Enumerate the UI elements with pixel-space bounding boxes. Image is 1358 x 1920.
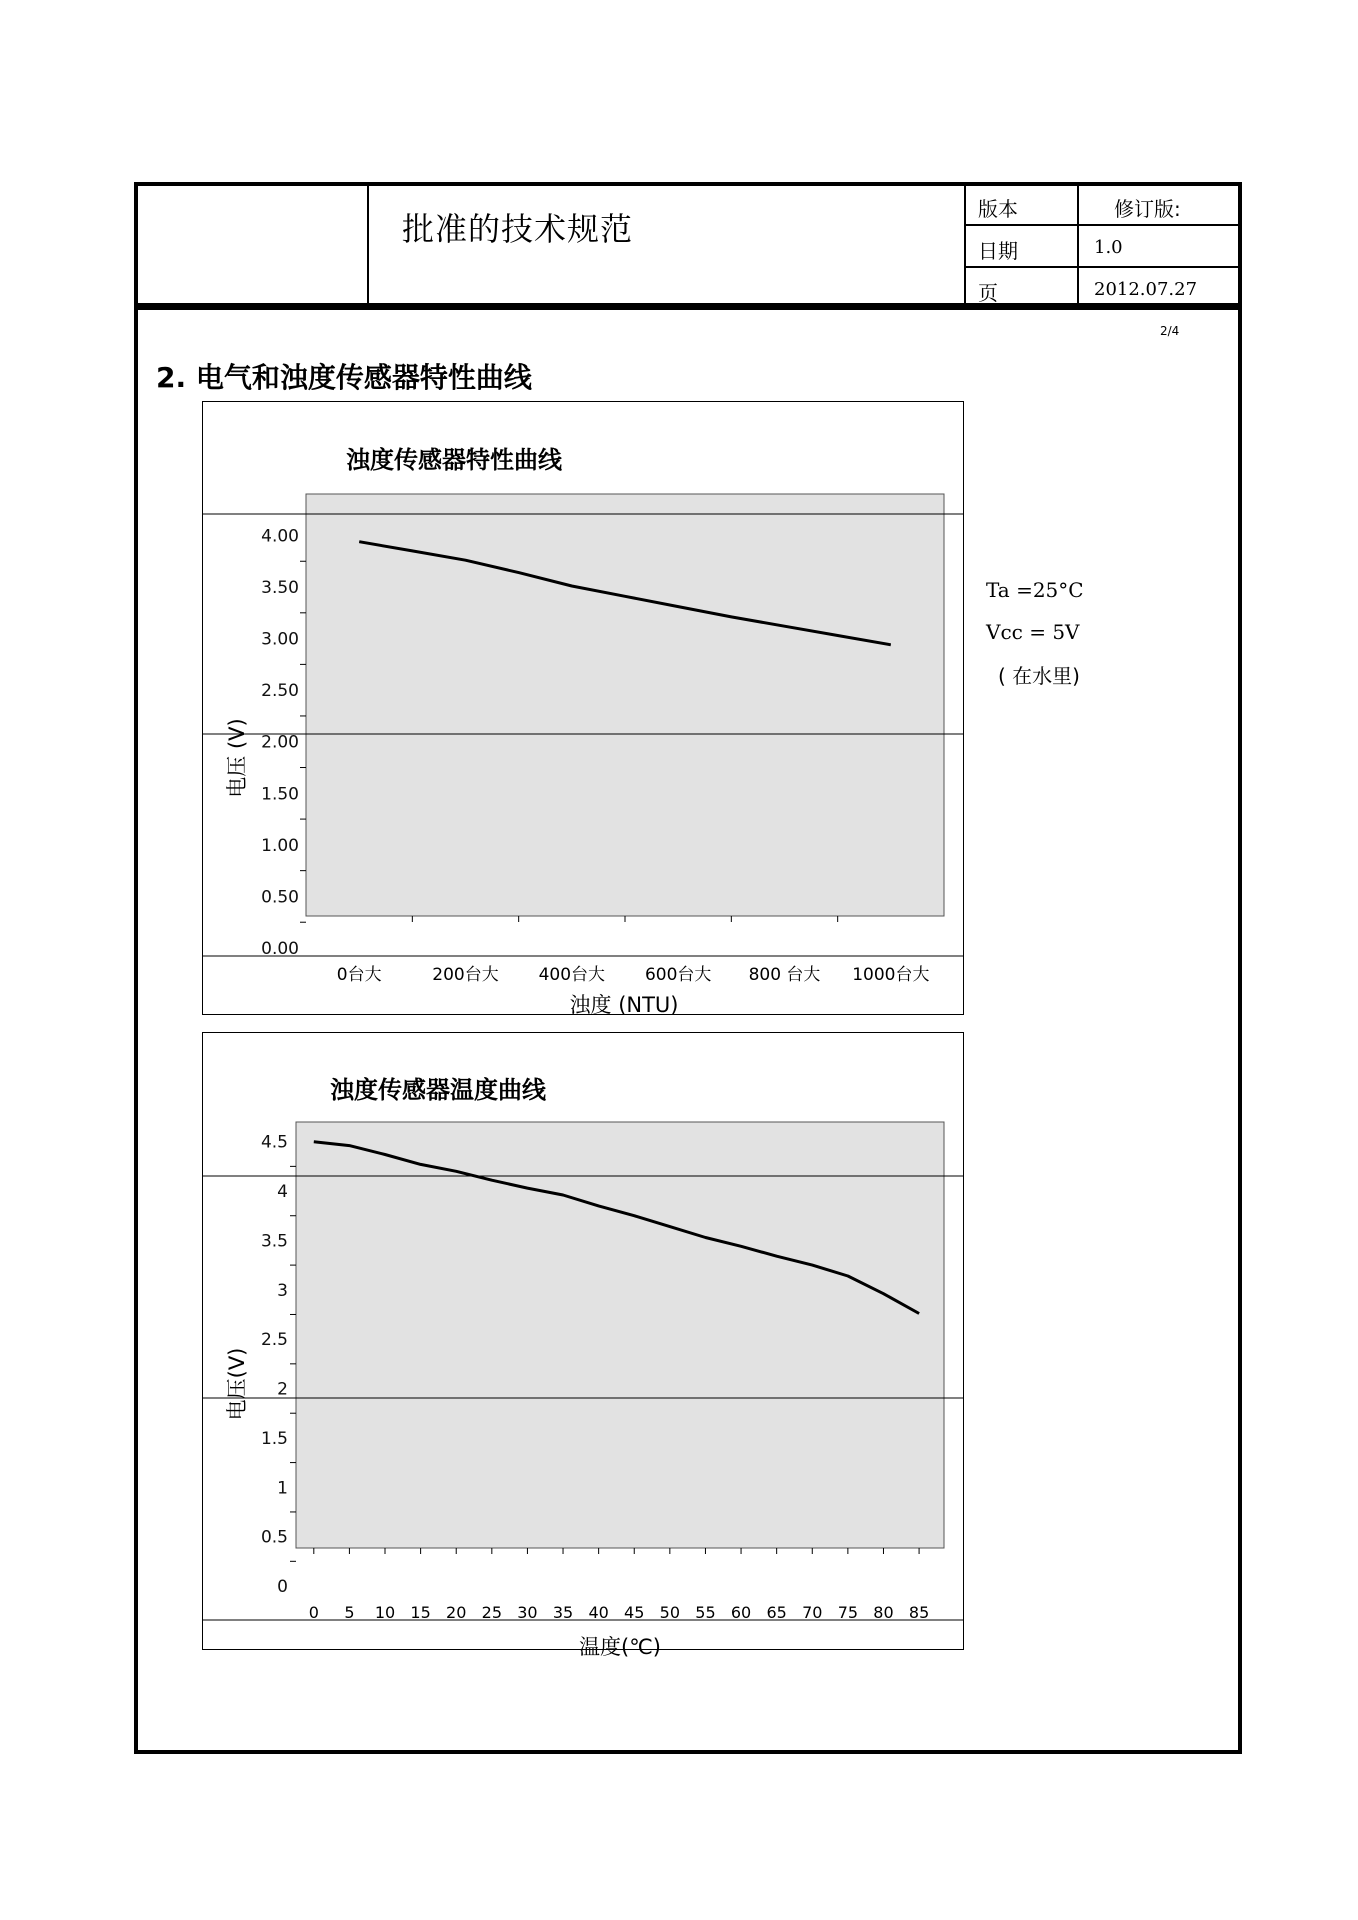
chart-2-x-tick-label: 20 bbox=[446, 1603, 467, 1622]
chart-2-title: 浊度传感器温度曲线 bbox=[330, 1076, 546, 1104]
chart-2-x-tick-label: 65 bbox=[766, 1603, 787, 1622]
chart-2-x-tick-label: 10 bbox=[374, 1603, 396, 1622]
version-label: 版本 bbox=[978, 197, 1018, 221]
chart-2-x-axis-title: 温度(℃) bbox=[579, 1635, 661, 1659]
page-value: 2012.07.27 bbox=[1094, 279, 1198, 300]
chart-1-y-tick-label: 3.50 bbox=[261, 578, 299, 599]
chart-1-y-axis-title: 电压 (V) bbox=[225, 718, 249, 798]
chart-2-x-tick-label: 25 bbox=[481, 1603, 503, 1622]
version-value: 修订版: bbox=[1114, 197, 1181, 221]
chart-2-plot-area bbox=[296, 1122, 944, 1548]
chart-2-x-tick-label: 0 bbox=[308, 1603, 319, 1622]
chart-1-y-tick-label: 0.50 bbox=[261, 887, 299, 908]
chart-2-y-tick-label: 2 bbox=[277, 1379, 288, 1400]
chart-2-x-tick-label: 30 bbox=[517, 1603, 538, 1622]
chart-1-x-tick-label: 0台大 bbox=[336, 965, 382, 985]
chart-1-y-tick-label: 2.50 bbox=[261, 681, 299, 702]
chart-1-y-tick-label: 3.00 bbox=[261, 629, 299, 650]
chart-2-x-tick-label: 35 bbox=[552, 1603, 574, 1622]
chart-1-x-tick-label: 600台大 bbox=[644, 965, 712, 985]
chart-1-y-tick-label: 4.00 bbox=[261, 526, 299, 547]
chart-2-x-tick-label: 55 bbox=[695, 1603, 716, 1622]
chart-2-y-tick-label: 3 bbox=[277, 1280, 288, 1301]
chart-2-x-tick-label: 40 bbox=[588, 1603, 609, 1622]
chart-2-y-tick-label: 4.5 bbox=[260, 1132, 288, 1153]
chart-2-y-tick-label: 2.5 bbox=[260, 1330, 288, 1351]
chart-2-y-tick-label: 1.5 bbox=[260, 1428, 288, 1449]
chart-1-x-tick-label: 1000台大 bbox=[852, 965, 930, 985]
chart-2-y-tick-label: 0.5 bbox=[260, 1527, 288, 1548]
condition-vcc: Vcc = 5V bbox=[986, 620, 1080, 644]
date-label: 日期 bbox=[978, 239, 1018, 263]
chart-1-x-tick-label: 800 台大 bbox=[748, 965, 821, 985]
chart-2-y-axis-title: 电压(V) bbox=[225, 1347, 249, 1421]
chart-2-y-tick-label: 3.5 bbox=[260, 1231, 288, 1252]
document-title: 批准的技术规范 bbox=[402, 210, 634, 248]
chart-2-x-tick-label: 15 bbox=[410, 1603, 431, 1622]
section-title: 2. 电气和浊度传感器特性曲线 bbox=[156, 361, 532, 394]
page-label: 页 bbox=[978, 281, 998, 305]
chart-2-x-tick-label: 5 bbox=[344, 1603, 355, 1622]
chart-2-x-tick-label: 45 bbox=[624, 1603, 645, 1622]
chart-1-y-tick-label: 1.50 bbox=[261, 784, 299, 805]
chart-2-x-tick-label: 60 bbox=[730, 1603, 752, 1622]
chart-1-y-tick-label: 0.00 bbox=[261, 939, 299, 959]
chart-2-x-tick-label: 80 bbox=[873, 1603, 894, 1622]
chart-1-x-axis-title: 浊度 (NTU) bbox=[569, 993, 679, 1017]
condition-medium: ( 在水里) bbox=[998, 664, 1080, 688]
chart-1-x-tick-label: 400台大 bbox=[538, 965, 606, 985]
chart-2-y-tick-label: 0 bbox=[277, 1577, 288, 1597]
chart-2-x-tick-label: 70 bbox=[802, 1603, 823, 1622]
chart-1-y-tick-label: 2.00 bbox=[261, 732, 299, 753]
date-value: 1.0 bbox=[1094, 237, 1123, 258]
chart-1-x-tick-label: 200台大 bbox=[432, 965, 499, 985]
chart-2-y-tick-label: 1 bbox=[277, 1478, 288, 1499]
chart-1-title: 浊度传感器特性曲线 bbox=[346, 446, 562, 474]
chart-1-y-tick-label: 1.00 bbox=[261, 835, 299, 856]
condition-ta: Ta =25°C bbox=[986, 578, 1084, 602]
chart-2-x-tick-label: 85 bbox=[908, 1603, 930, 1622]
chart-2-x-tick-label: 50 bbox=[659, 1603, 681, 1622]
chart-2-x-tick-label: 75 bbox=[837, 1603, 859, 1622]
page-number: 2/4 bbox=[1160, 324, 1180, 338]
chart-2-y-tick-label: 4 bbox=[277, 1182, 288, 1203]
